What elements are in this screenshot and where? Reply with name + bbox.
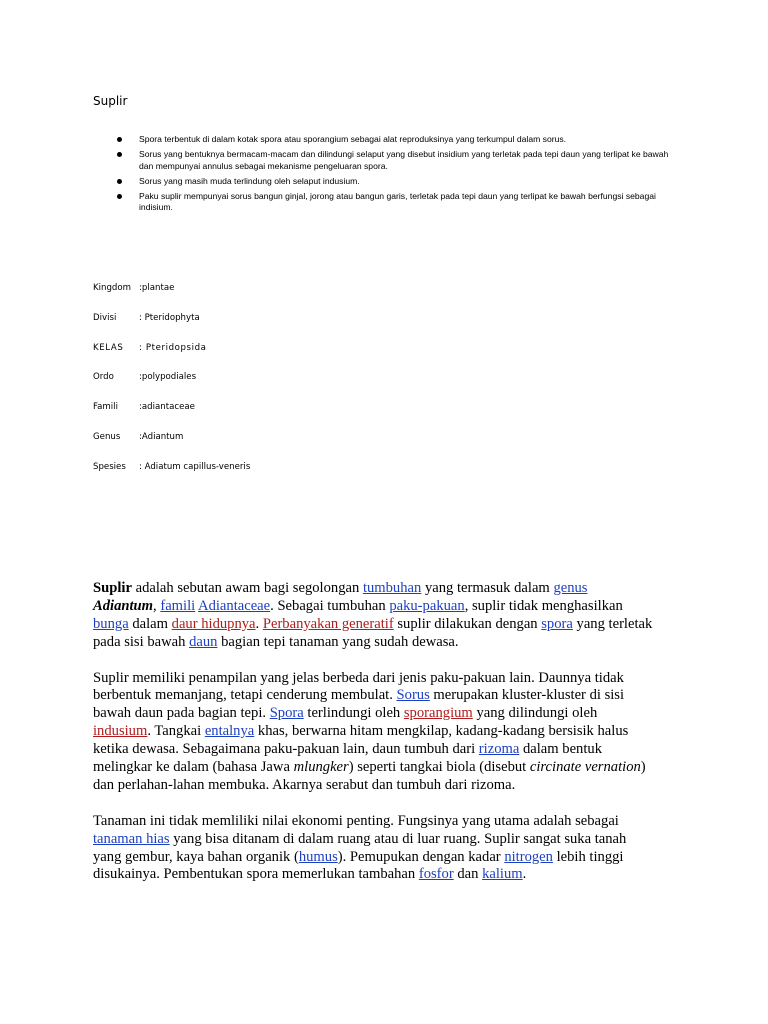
bullet-text: Paku suplir mempunyai sorus bangun ginjal, jorong atau bangun garis, terletak pada tepi daun yang terlipat ke bawah berfungsi sebagai indisium. bbox=[139, 190, 656, 212]
text-run: terlindungi oleh bbox=[303, 705, 404, 722]
link-sporangium[interactable]: sporangium bbox=[403, 705, 473, 722]
text-run: ) seperti tangkai biola (disebut bbox=[348, 759, 530, 776]
taxonomy-value: :adiantaceae bbox=[139, 402, 195, 413]
text-run: Suplir memiliki penampilan yang jelas berbeda dari jenis paku-pakuan lain. Daunnya tidak berbentuk memanjang, tetapi cenderung membulat. bbox=[93, 669, 624, 704]
text-run: . Tangkai bbox=[147, 723, 205, 740]
link-sorus[interactable]: Sorus bbox=[396, 687, 430, 704]
text-run: yang termasuk dalam bbox=[421, 580, 554, 596]
text-run: bagian tepi tanaman yang sudah dewasa. bbox=[217, 633, 459, 650]
text-run: , suplir tidak menghasilkan bbox=[464, 597, 623, 614]
taxonomy-label: Famili bbox=[93, 402, 118, 413]
list-item bbox=[112, 134, 672, 146]
bullet-icon bbox=[117, 179, 122, 184]
term-bold: Suplir bbox=[93, 580, 132, 596]
link-nitrogen[interactable]: nitrogen bbox=[504, 848, 553, 865]
text-run: dalam bentuk melingkar ke dalam (bahasa Jawa bbox=[93, 741, 603, 776]
text-run: merupakan kluster-kluster di sisi bawah daun pada bagian tepi. bbox=[93, 687, 625, 722]
link-daun[interactable]: daun bbox=[189, 633, 218, 650]
link-humus[interactable]: humus bbox=[298, 848, 338, 865]
link-fosfor[interactable]: fosfor bbox=[418, 866, 454, 883]
text-run: yang dilindungi oleh bbox=[472, 705, 598, 722]
list-item bbox=[112, 176, 672, 188]
text-run: . bbox=[522, 866, 527, 883]
link-rizoma[interactable]: rizoma bbox=[478, 741, 520, 758]
taxonomy-value: :plantae bbox=[139, 283, 175, 293]
term-italic: Adiantum bbox=[93, 597, 154, 614]
list-item bbox=[112, 191, 672, 214]
text-run: ). Pemupukan dengan kadar bbox=[337, 848, 505, 865]
bullet-icon bbox=[117, 137, 122, 142]
text-run: dan bbox=[453, 866, 483, 883]
link-kalium[interactable]: kalium bbox=[482, 866, 523, 883]
link-perbanyakan-generatif[interactable]: Perbanyakan generatif bbox=[262, 615, 394, 632]
taxonomy-value: : Adiatum capillus-veneris bbox=[139, 461, 251, 472]
term-italic: circinate vernation bbox=[529, 759, 641, 776]
taxonomy-label: Ordo bbox=[93, 372, 114, 383]
taxonomy-value: :polypodiales bbox=[139, 372, 197, 383]
taxonomy-value: :Adiantum bbox=[139, 431, 184, 442]
text-run: . bbox=[255, 615, 263, 632]
link-spora[interactable]: spora bbox=[541, 615, 573, 632]
link-daur-hidupnya[interactable]: daur hidupnya bbox=[171, 615, 256, 632]
link-paku-pakuan[interactable]: paku-pakuan bbox=[389, 597, 465, 614]
bullet-text: Sorus yang masih muda terlindung oleh selaput indusium. bbox=[139, 175, 360, 186]
text-run: Tanaman ini tidak memliliki nilai ekonomi penting. Fungsinya yang utama adalah sebagai bbox=[93, 812, 619, 829]
text-run: , bbox=[153, 597, 161, 614]
text-run: yang bisa ditanam di dalam ruang atau di luar ruang. Suplir sangat suka tanah yang gembur, kaya bahan organik ( bbox=[93, 830, 627, 865]
bullet-list bbox=[112, 134, 672, 217]
text-run: dalam bbox=[128, 615, 172, 632]
taxonomy-label: Spesies bbox=[93, 461, 126, 472]
link-famili[interactable]: famili bbox=[160, 597, 196, 614]
taxonomy-label: Divisi bbox=[93, 312, 117, 323]
link-entalnya[interactable]: entalnya bbox=[204, 723, 255, 740]
taxonomy-label: Kingdom bbox=[93, 283, 132, 293]
link-adiantaceae[interactable]: Adiantaceae bbox=[198, 597, 271, 614]
term-italic: mlungker bbox=[293, 759, 349, 776]
link-indusium[interactable]: indusium bbox=[93, 723, 148, 740]
text-run: adalah sebutan awam bagi segolongan bbox=[131, 580, 363, 596]
bullet-icon bbox=[117, 152, 122, 157]
paragraph-1 bbox=[93, 580, 653, 652]
text-run: lebih tinggi disukainya. Pembentukan spora memerlukan tambahan bbox=[93, 848, 624, 883]
bullet-text: Spora terbentuk di dalam kotak spora atau sporangium sebagai alat reproduksinya yang terkumpul dalam sorus. bbox=[139, 134, 567, 144]
taxonomy-label: KELAS bbox=[93, 342, 124, 353]
text-run: yang terletak pada sisi bawah bbox=[93, 615, 653, 650]
list-item bbox=[112, 149, 672, 172]
page-title: Suplir bbox=[93, 94, 128, 108]
text-run: khas, berwarna hitam mengkilap, kadang-kadang bersisik halus ketika dewasa. Sebagaimana paku-pakuan lain, daun tumbuh dari bbox=[93, 723, 629, 758]
taxonomy-label: Genus bbox=[93, 431, 121, 442]
link-tumbuhan[interactable]: tumbuhan bbox=[362, 580, 422, 596]
link-genus[interactable]: genus bbox=[553, 580, 588, 596]
bullet-text: Sorus yang bentuknya bermacam-macam dan dilindungi selaput yang disebut insidium yang terletak pada tepi daun yang terlipat ke bawah dan mempunyai annulus sebagai mekanisme pengeluaran spora. bbox=[139, 149, 669, 171]
link-bunga[interactable]: bunga bbox=[93, 615, 129, 632]
paragraph-3 bbox=[93, 813, 653, 885]
taxonomy-value: : Pteridopsida bbox=[139, 342, 207, 353]
link-spora-2[interactable]: Spora bbox=[269, 705, 304, 722]
article-body bbox=[93, 580, 653, 902]
text-run: suplir dilakukan dengan bbox=[393, 615, 542, 632]
link-tanaman-hias[interactable]: tanaman hias bbox=[93, 830, 170, 847]
paragraph-2 bbox=[93, 670, 653, 795]
taxonomy-value: : Pteridophyta bbox=[139, 312, 200, 323]
text-run: . Sebagai tumbuhan bbox=[270, 597, 390, 614]
bullet-icon bbox=[117, 194, 122, 199]
text-run: ) dan perlahan-lahan membuka. Akarnya serabut dan tumbuh dari rizoma. bbox=[93, 759, 646, 793]
